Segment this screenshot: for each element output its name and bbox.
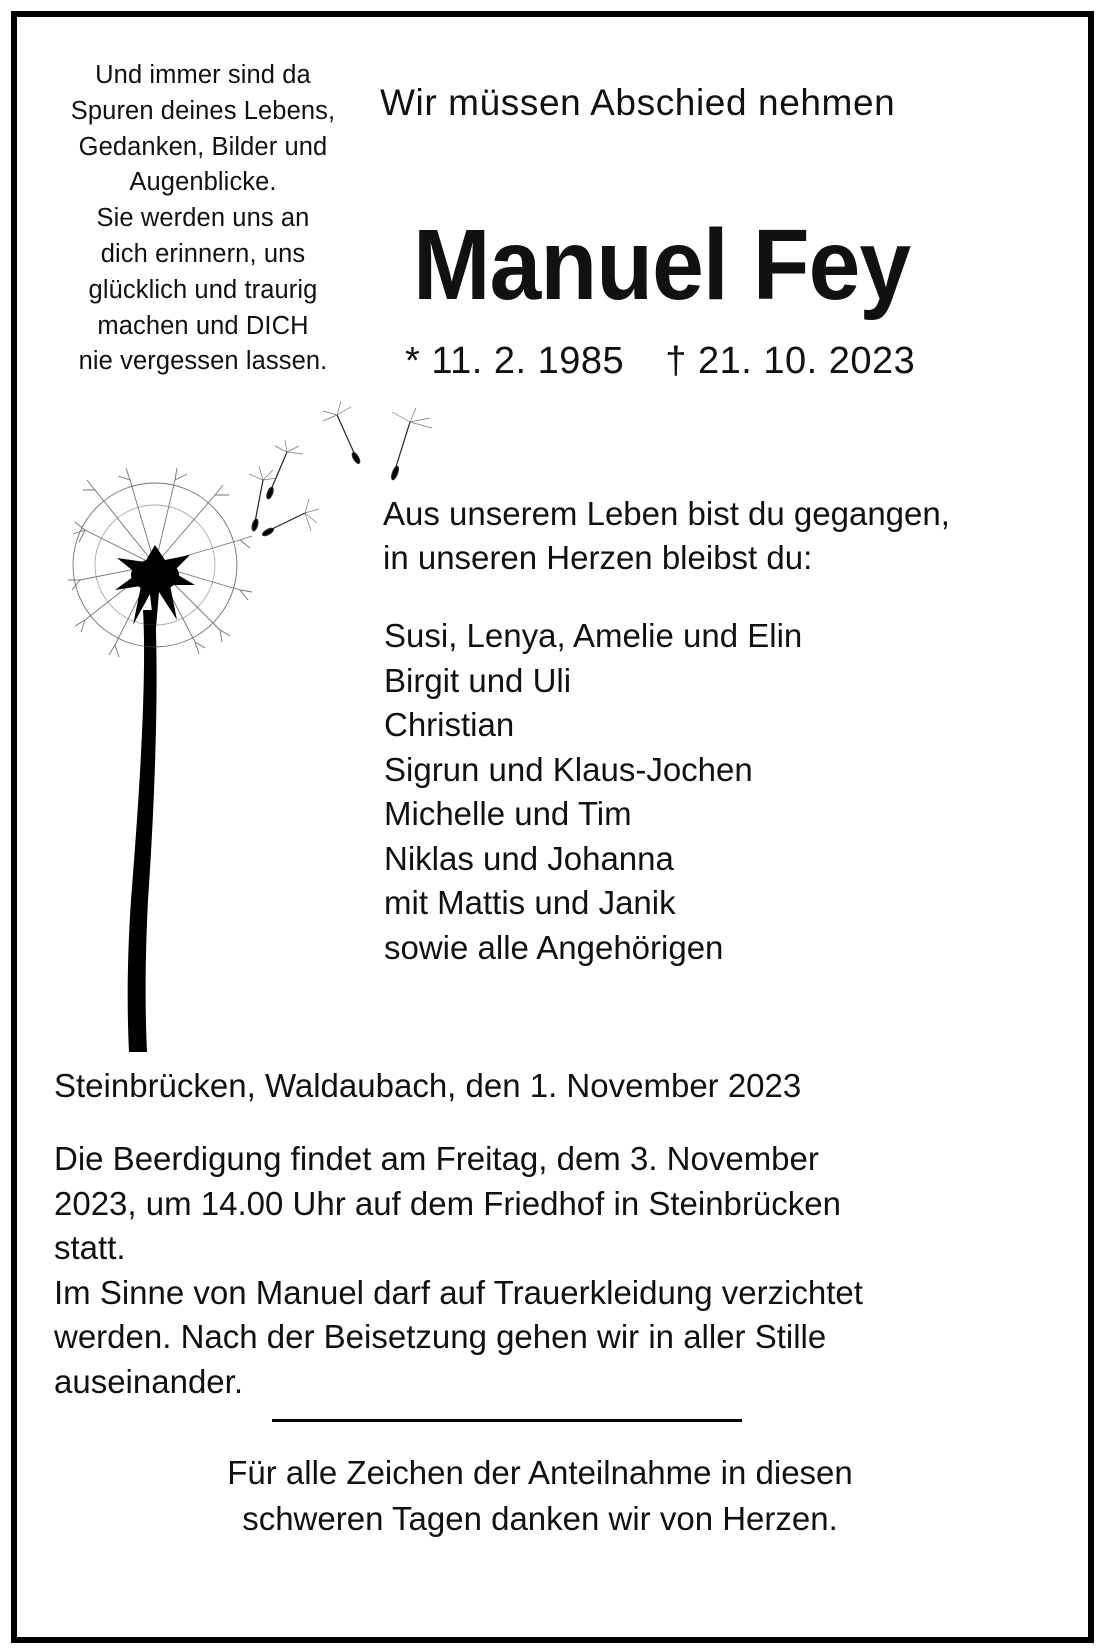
- funeral-line: werden. Nach der Beisetzung gehen wir in aller Stille: [54, 1318, 827, 1355]
- poem-line: dich erinnern, uns: [100, 239, 306, 268]
- mourner-entry: Sigrun und Klaus-Jochen: [384, 750, 753, 788]
- birth-date: * 11. 2. 1985: [405, 340, 625, 382]
- place-and-date: Steinbrücken, Waldaubach, den 1. November 2023: [54, 1067, 802, 1104]
- section-divider: [272, 1419, 742, 1422]
- poem-line: Gedanken, Bilder und: [78, 132, 328, 161]
- poem-line: Augenblicke.: [129, 168, 277, 197]
- verse-line: in unseren Herzen bleibst du:: [383, 539, 813, 576]
- life-dates: [405, 340, 915, 383]
- memorial-poem: [38, 58, 368, 380]
- mourners-list: [384, 614, 802, 970]
- funeral-line: Im Sinne von Manuel darf auf Trauerkleidung verzichtet: [54, 1273, 863, 1311]
- mourner-entry: sowie alle Angehörigen: [384, 928, 724, 966]
- funeral-line: auseinander.: [54, 1362, 243, 1400]
- funeral-line: 2023, um 14.00 Uhr auf dem Friedhof in Steinbrücken: [54, 1184, 841, 1222]
- thanks-note: [100, 1450, 980, 1542]
- mourner-entry: Susi, Lenya, Amelie und Elin: [384, 617, 803, 654]
- thanks-line: schweren Tagen danken wir von Herzen.: [242, 1500, 838, 1537]
- poem-line: machen und DICH: [97, 311, 309, 340]
- poem-line: Und immer sind da: [95, 61, 311, 89]
- poem-line: Spuren deines Lebens,: [70, 96, 336, 125]
- funeral-line: statt.: [54, 1229, 126, 1266]
- mourner-entry: Niklas und Johanna: [384, 839, 674, 877]
- mourner-entry: Christian: [384, 706, 515, 743]
- farewell-heading: Wir müssen Abschied nehmen: [380, 82, 896, 123]
- death-date: † 21. 10. 2023: [665, 340, 916, 382]
- funeral-line: Die Beerdigung findet am Freitag, dem 3. November: [54, 1140, 819, 1177]
- deceased-name: Manuel Fey: [413, 209, 911, 321]
- mourner-entry: Birgit und Uli: [384, 661, 572, 699]
- mourner-entry: Michelle und Tim: [384, 795, 632, 832]
- thanks-line: Für alle Zeichen der Anteilnahme in diesen: [227, 1454, 853, 1491]
- verse-line: Aus unserem Leben bist du gegangen,: [383, 495, 950, 532]
- poem-line: Sie werden uns an: [96, 204, 310, 233]
- poem-line: nie vergessen lassen.: [78, 347, 328, 376]
- funeral-details: [54, 1137, 1014, 1404]
- poem-line: glücklich und traurig: [88, 275, 318, 304]
- mourner-entry: mit Mattis und Janik: [384, 884, 676, 921]
- farewell-verse: [383, 492, 950, 580]
